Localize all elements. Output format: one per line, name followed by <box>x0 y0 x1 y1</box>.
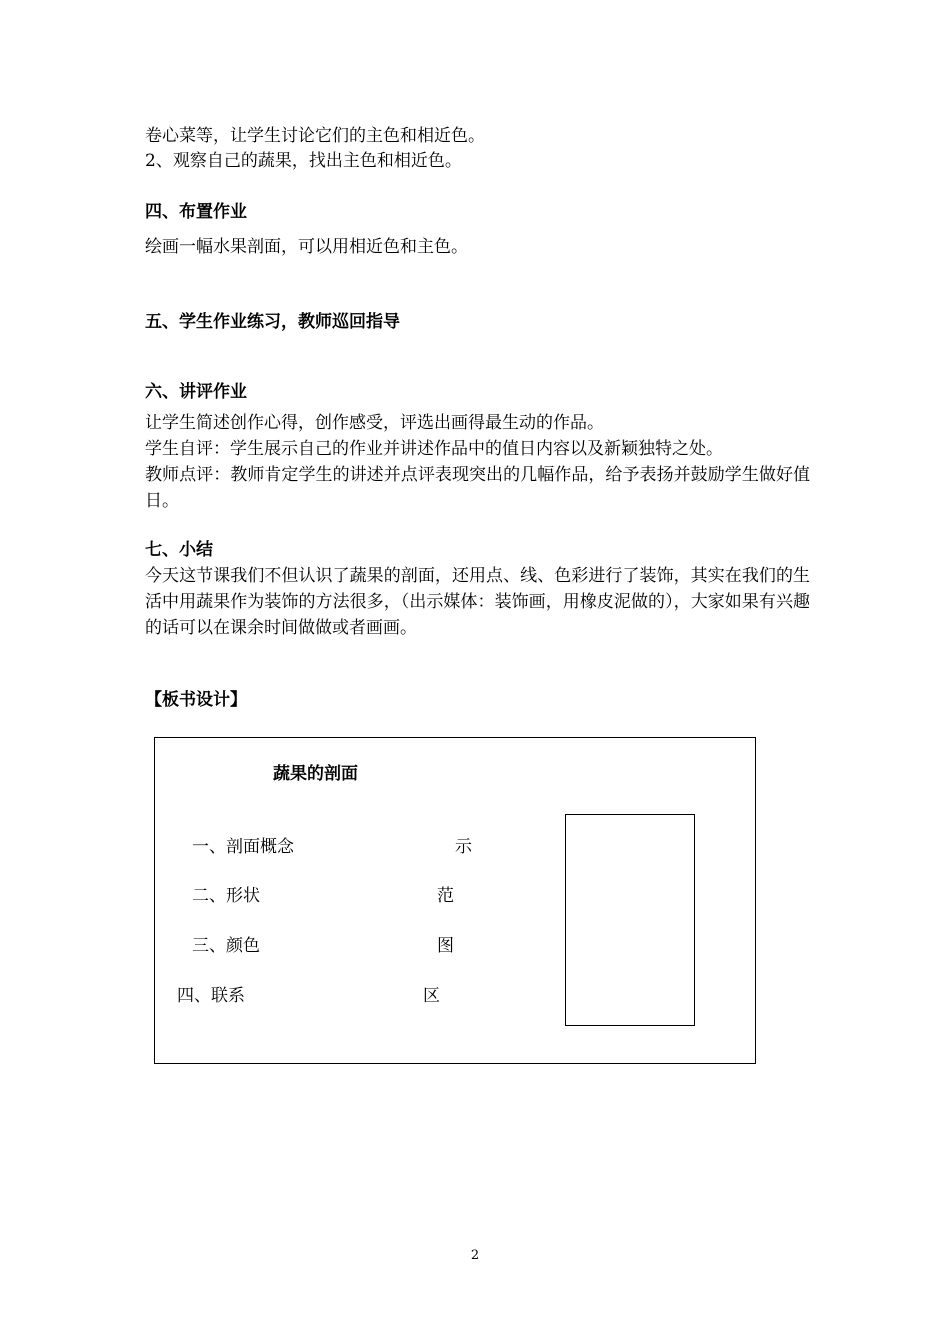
example-label-char-4: 区 <box>423 986 440 1006</box>
board-design-heading: 【板书设计】 <box>145 690 247 710</box>
example-label-char-3: 图 <box>437 936 454 956</box>
section-4-heading: 四、布置作业 <box>145 202 247 222</box>
example-label-char-2: 范 <box>437 886 454 906</box>
example-label-char-1: 示 <box>455 837 472 857</box>
section-7-text: 今天这节课我们不但认识了蔬果的剖面，还用点、线、色彩进行了装饰，其实在我们的生活中用蔬果作为装饰的方法很多，（出示媒体：装饰画，用橡皮泥做的），大家如果有兴趣的话可以在课余时间做做或者画画。 <box>145 566 810 638</box>
board-title: 蔬果的剖面 <box>273 764 358 784</box>
intro-line-1: 卷心菜等，让学生讨论它们的主色和相近色。 <box>145 126 485 146</box>
section-7-body <box>145 563 810 641</box>
section-6-heading: 六、讲评作业 <box>145 382 247 402</box>
board-item-concept: 一、剖面概念 <box>192 837 294 857</box>
example-image-area <box>565 814 695 1026</box>
board-item-color: 三、颜色 <box>192 936 260 956</box>
board-item-shape: 二、形状 <box>192 886 260 906</box>
section-4-text: 绘画一幅水果剖面，可以用相近色和主色。 <box>145 237 468 257</box>
page-number: 2 <box>470 1248 480 1263</box>
intro-line-2: 2、观察自己的蔬果，找出主色和相近色。 <box>145 151 462 171</box>
section-6-line-1: 让学生简述创作心得，创作感受，评选出画得最生动的作品。 <box>145 413 604 433</box>
section-6-line-3: 教师点评：教师肯定学生的讲述并点评表现突出的几幅作品，给予表扬并鼓励学生做好值日。 <box>145 465 810 511</box>
section-6-line-2: 学生自评：学生展示自己的作业并讲述作品中的值日内容以及新颖独特之处。 <box>145 439 723 459</box>
board-item-connection: 四、联系 <box>177 986 245 1006</box>
section-7-heading: 七、小结 <box>145 540 213 560</box>
section-5-heading: 五、学生作业练习，教师巡回指导 <box>145 312 400 332</box>
section-6-body <box>145 410 810 514</box>
board-design-frame <box>154 737 756 1064</box>
